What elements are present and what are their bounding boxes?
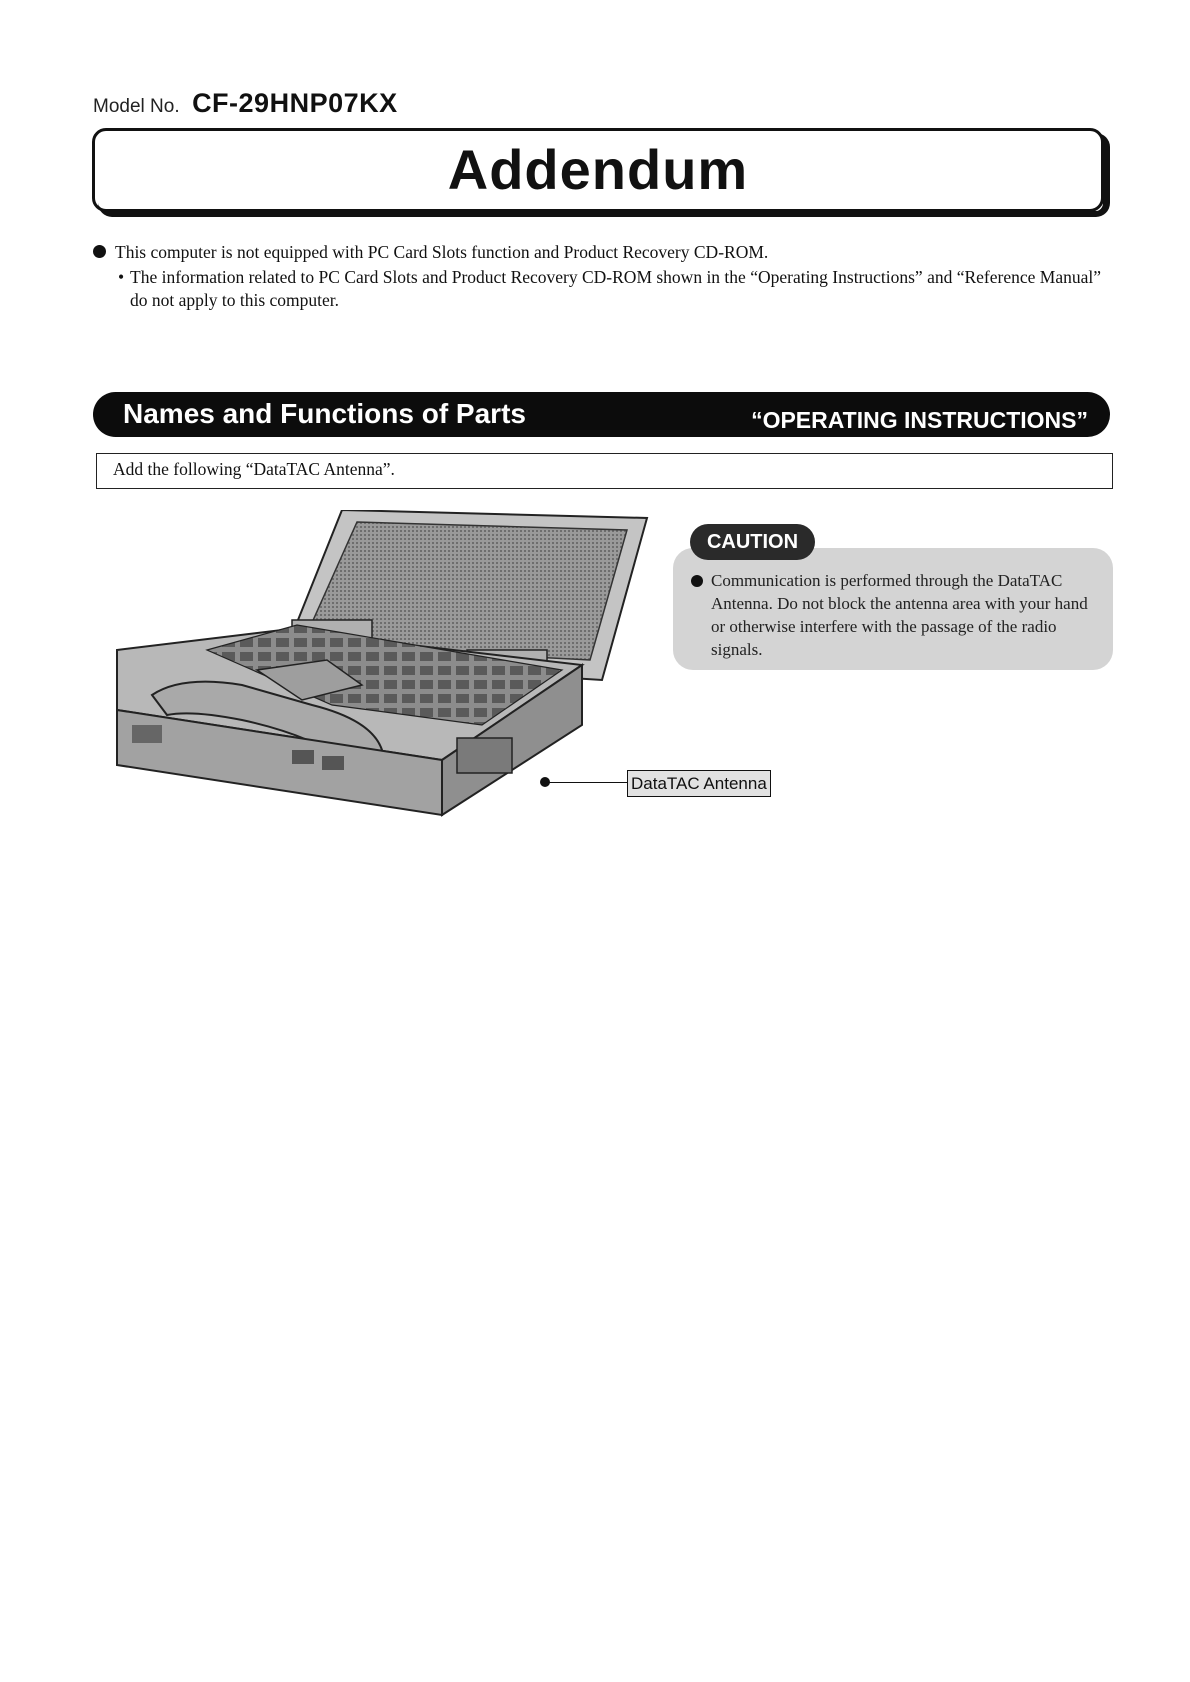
instruction-box (96, 453, 1113, 489)
page-title: Addendum (447, 138, 749, 201)
intro-sub-note-text: The information related to PC Card Slots and Product Recovery CD-ROM shown in the “Operating Instructions” and “Reference Manual” do not apply to this computer. (130, 267, 1102, 310)
intro-bullet (93, 241, 1113, 264)
caution-text: Communication is performed through the DataTAC Antenna. Do not block the antenna area with your hand or otherwise interfere with the passage of the radio signals. (711, 571, 1088, 659)
caution-bullet-icon (691, 575, 703, 587)
sub-bullet-marker: • (118, 267, 125, 287)
section-title: Names and Functions of Parts (123, 398, 526, 429)
intro-bullet-text: This computer is not equipped with PC Card Slots function and Product Recovery CD-ROM. (115, 242, 769, 262)
model-line (93, 88, 398, 119)
intro-sub-note (93, 266, 1113, 312)
section-banner (93, 392, 1110, 437)
model-number: CF-29HNP07KX (192, 88, 398, 118)
callout-datatac-antenna: DataTAC Antenna (627, 770, 771, 797)
caution-box (673, 548, 1113, 670)
caution-label: CAUTION (690, 524, 815, 560)
laptop-illustration (112, 510, 702, 870)
antenna-housing (457, 738, 512, 773)
intro-notes (93, 241, 1113, 312)
callout-leader-line (546, 782, 628, 783)
model-label: Model No. (93, 96, 180, 117)
instruction-text: Add the following “DataTAC Antenna”. (113, 459, 395, 479)
section-reference: “OPERATING INSTRUCTIONS” (751, 407, 1088, 433)
bullet-dot-icon (93, 245, 106, 258)
